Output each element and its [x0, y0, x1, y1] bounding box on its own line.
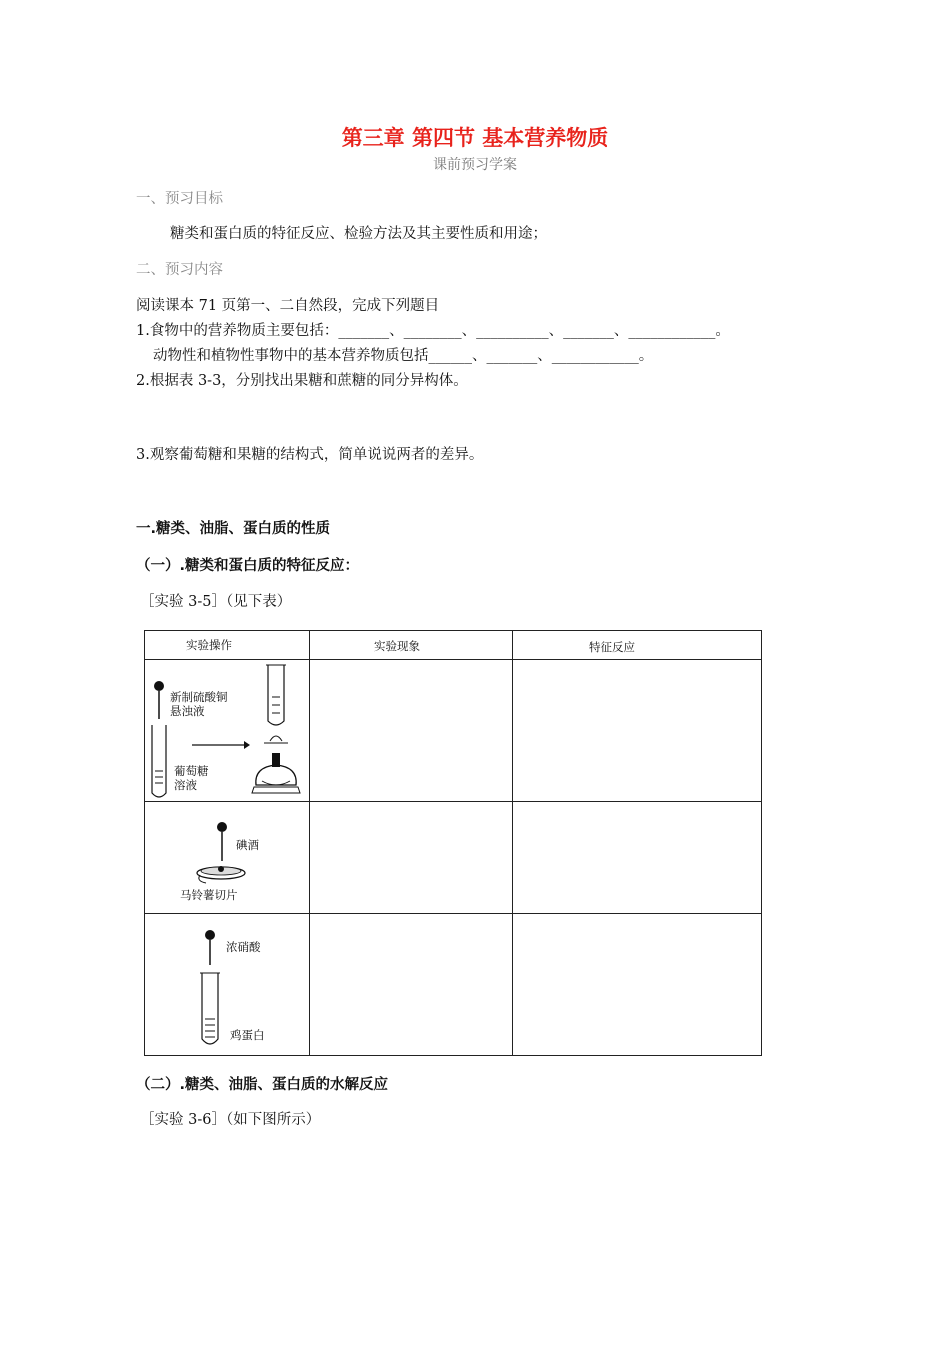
header-reaction: 特征反应 — [589, 640, 635, 654]
header-phenomenon: 实验现象 — [374, 639, 420, 653]
potato-slice-icon — [197, 866, 245, 883]
question-3: 3.观察葡萄糖和果糖的结构式，简单说说两者的差异。 — [136, 447, 484, 463]
label-solution: 溶液 — [174, 778, 197, 792]
arrow-icon — [192, 741, 250, 749]
dropper-icon — [217, 822, 227, 861]
dropper-icon — [154, 681, 164, 719]
experiment-3-6-label: ［实验 3-6］（如下图所示） — [140, 1112, 321, 1128]
glucose-experiment-illustration — [146, 661, 308, 801]
subsection-heading-2: （二）.糖类、油脂、蛋白质的水解反应 — [136, 1077, 389, 1093]
section-heading: 一.糖类、油脂、蛋白质的性质 — [136, 521, 331, 537]
goal-heading: 一、预习目标 — [136, 191, 223, 207]
label-iodine: 碘酒 — [236, 838, 259, 852]
test-tube-icon — [200, 973, 220, 1044]
starch-experiment-illustration — [146, 803, 308, 913]
label-nitric-acid: 浓硝酸 — [226, 940, 261, 954]
content-heading: 二、预习内容 — [136, 262, 223, 278]
subsection-heading-1: （一）.糖类和蛋白质的特征反应： — [136, 558, 360, 574]
test-tube-icon — [152, 725, 166, 797]
question-1b: 动物性和植物性事物中的基本营养物质包括______、_______、____________。 — [153, 348, 654, 364]
dropper-icon — [205, 930, 215, 965]
read-instruction: 阅读课本 71 页第一、二自然段，完成下列题目 — [136, 298, 440, 314]
label-copper-sulfate: 新制硫酸铜 — [170, 690, 228, 704]
label-suspension: 悬浊液 — [170, 704, 205, 718]
experiment-3-5-label: ［实验 3-5］（见下表） — [140, 594, 292, 610]
experiment-table — [144, 630, 762, 1356]
question-2: 2.根据表 3-3，分别找出果糖和蔗糖的同分异构体。 — [136, 373, 468, 389]
label-potato-slice: 马铃薯切片 — [180, 888, 238, 902]
page-title: 第三章 第四节 基本营养物质 — [341, 126, 609, 150]
page-subtitle: 课前预习学案 — [433, 157, 517, 173]
protein-experiment-illustration — [146, 915, 308, 1055]
heated-test-tube-icon — [266, 665, 286, 725]
header-operation: 实验操作 — [186, 638, 232, 652]
question-1: 1.食物中的营养物质主要包括：_______、________、__________、_______、____________。 — [136, 323, 730, 339]
goal-text: 糖类和蛋白质的特征反应、检验方法及其主要性质和用途； — [170, 226, 547, 242]
label-glucose: 葡萄糖 — [174, 764, 209, 778]
label-egg-white: 鸡蛋白 — [230, 1028, 265, 1042]
alcohol-lamp-icon — [252, 736, 300, 793]
